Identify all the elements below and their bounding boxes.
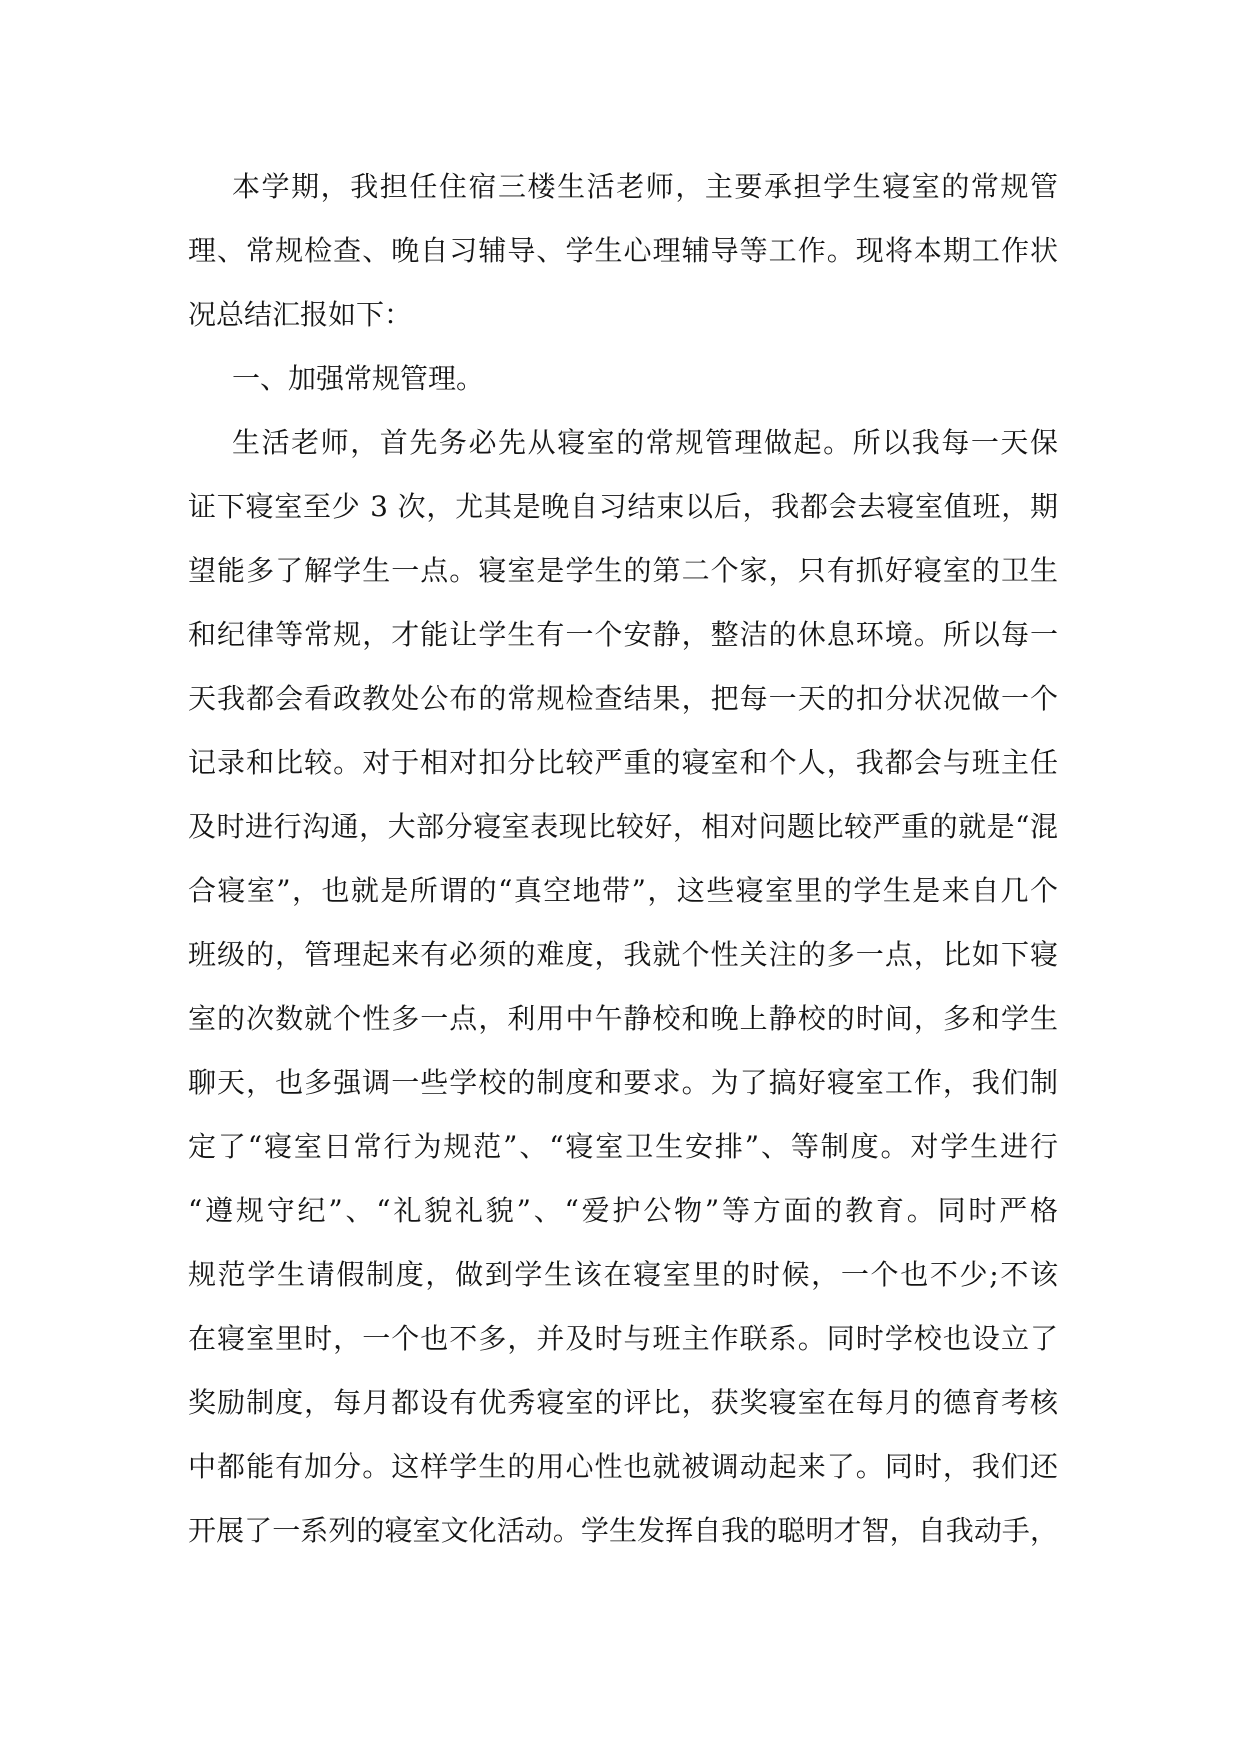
- paragraph-line: 合寝室”，也就是所谓的“真空地带”，这些寝室里的学生是来自几个: [188, 874, 1058, 907]
- paragraph-line: 望能多了解学生一点。寝室是学生的第二个家，只有抓好寝室的卫生: [188, 554, 1058, 587]
- paragraph-line: 本学期，我担任住宿三楼生活老师，主要承担学生寝室的常规管: [232, 170, 1058, 203]
- paragraph-line: 聊天，也多强调一些学校的制度和要求。为了搞好寝室工作，我们制: [188, 1066, 1058, 1099]
- paragraph-line: 天我都会看政教处公布的常规检查结果，把每一天的扣分状况做一个: [188, 682, 1058, 715]
- paragraph-line: 记录和比较。对于相对扣分比较严重的寝室和个人，我都会与班主任: [188, 746, 1058, 779]
- paragraph-line: 中都能有加分。这样学生的用心性也就被调动起来了。同时，我们还: [188, 1450, 1058, 1483]
- paragraph-line: 证下寝室至少 3 次，尤其是晚自习结束以后，我都会去寝室值班，期: [188, 490, 1058, 523]
- paragraph-line: 和纪律等常规，才能让学生有一个安静，整洁的休息环境。所以每一: [188, 618, 1058, 651]
- paragraph-line: 理、常规检查、晚自习辅导、学生心理辅导等工作。现将本期工作状: [188, 234, 1058, 267]
- paragraph-line: 况总结汇报如下：: [188, 298, 413, 331]
- paragraph-line: 及时进行沟通，大部分寝室表现比较好，相对问题比较严重的就是“混: [188, 810, 1058, 843]
- paragraph-line: 开展了一系列的寝室文化活动。学生发挥自我的聪明才智，自我动手，: [188, 1514, 1058, 1547]
- paragraph-line: 班级的，管理起来有必须的难度，我就个性关注的多一点，比如下寝: [188, 938, 1058, 971]
- paragraph-line: 规范学生请假制度，做到学生该在寝室里的时候，一个也不少;不该: [188, 1258, 1058, 1291]
- document-body: [188, 155, 1058, 1563]
- section-heading: 一、加强常规管理。: [232, 362, 485, 395]
- paragraph-line: 生活老师，首先务必先从寝室的常规管理做起。所以我每一天保: [232, 426, 1058, 459]
- paragraph-line: 奖励制度，每月都设有优秀寝室的评比，获奖寝室在每月的德育考核: [188, 1386, 1058, 1419]
- paragraph-line: 室的次数就个性多一点，利用中午静校和晚上静校的时间，多和学生: [188, 1002, 1058, 1035]
- paragraph-line: 定了“寝室日常行为规范”、“寝室卫生安排”、等制度。对学生进行: [188, 1130, 1058, 1163]
- paragraph-line: “遵规守纪”、“礼貌礼貌”、“爱护公物”等方面的教育。同时严格: [188, 1194, 1058, 1227]
- paragraph-line: 在寝室里时，一个也不多，并及时与班主作联系。同时学校也设立了: [188, 1322, 1058, 1355]
